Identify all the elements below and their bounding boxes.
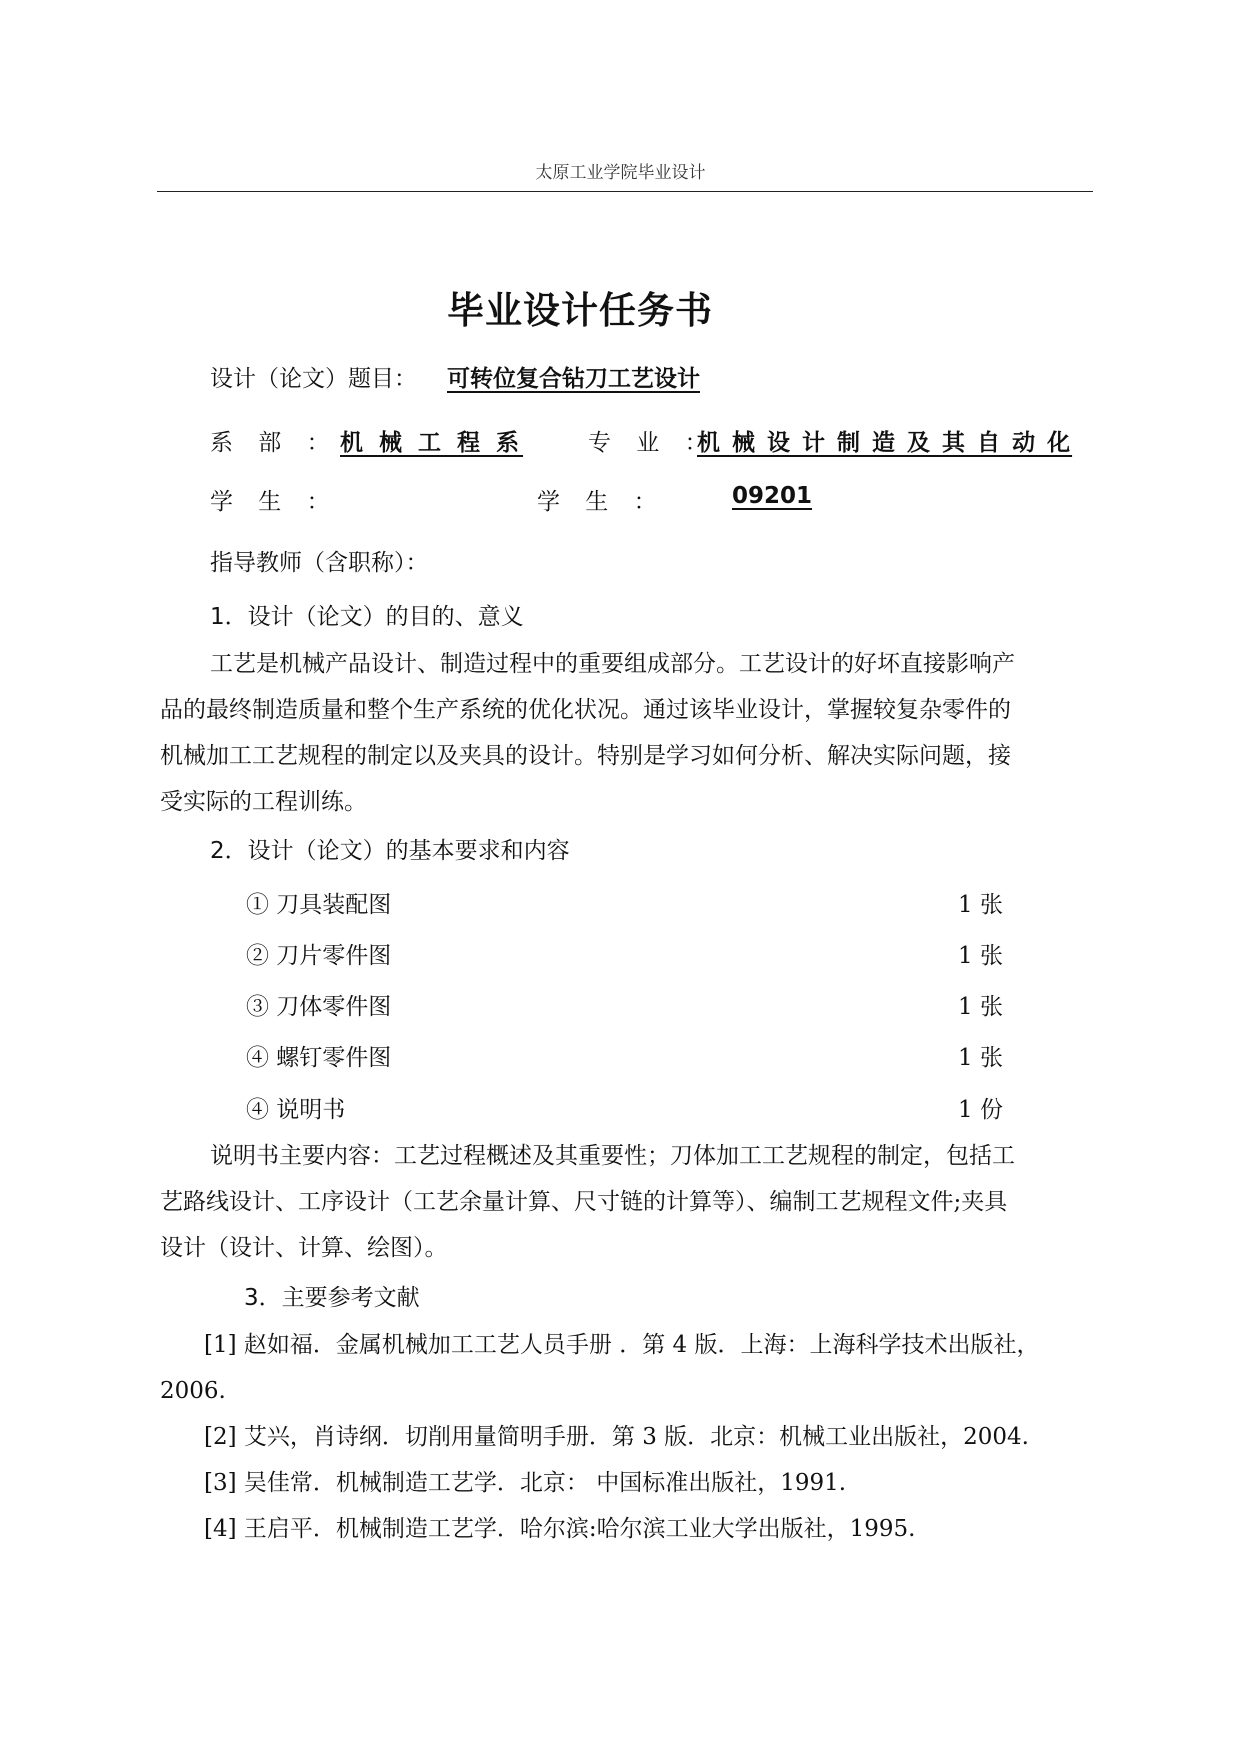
deliverable-item: ② 刀片零件图 xyxy=(246,943,392,969)
section1-heading: 1．设计（论文）的目的、意义 xyxy=(210,604,524,630)
deliverable-item: ④ 说明书 xyxy=(246,1097,346,1123)
deliverable-item: ① 刀具装配图 xyxy=(246,892,392,918)
deliverable-qty: 1 张 xyxy=(958,943,1003,969)
header-rule xyxy=(157,191,1093,192)
dept-value: 机 械 工 程 系 xyxy=(340,430,524,456)
topic-value: 可转位复合钻刀工艺设计 xyxy=(447,366,700,392)
deliverable-qty: 1 份 xyxy=(958,1097,1003,1123)
student-id-label: 学 生 ： xyxy=(537,489,666,515)
student-label: 学 生 ： xyxy=(210,489,339,515)
deliverable-qty: 1 张 xyxy=(958,1045,1003,1071)
major-label: 专 业 ： xyxy=(588,430,717,456)
deliverable-qty: 1 张 xyxy=(958,892,1003,918)
section2-heading: 2．设计（论文）的基本要求和内容 xyxy=(210,838,570,864)
student-id-value: 09201 xyxy=(732,483,813,509)
section2-line: 艺路线设计、工序设计（工艺余量计算、尺寸链的计算等）、编制工艺规程文件;夹具 xyxy=(160,1189,1008,1215)
section2-line: 设计（设计、计算、绘图）。 xyxy=(160,1235,448,1261)
section1-line: 受实际的工程训练。 xyxy=(160,789,367,815)
dept-label: 系 部 ： xyxy=(210,430,339,456)
document-title: 毕业设计任务书 xyxy=(447,288,713,332)
section1-line: 工艺是机械产品设计、制造过程中的重要组成部分。工艺设计的好坏直接影响产 xyxy=(210,651,1015,677)
major-value: 机 械 设 计 制 造 及 其 自 动 化 xyxy=(697,430,1073,456)
section3-heading: 3．主要参考文献 xyxy=(244,1285,420,1311)
section1-line: 品的最终制造质量和整个生产系统的优化状况。通过该毕业设计，掌握较复杂零件的 xyxy=(160,697,1011,723)
advisor-label: 指导教师（含职称）： xyxy=(210,550,429,576)
page-header: 太原工业学院毕业设计 xyxy=(535,163,706,183)
topic-label: 设计（论文）题目： xyxy=(210,366,417,392)
deliverable-item: ④ 螺钉零件图 xyxy=(246,1045,392,1071)
reference-item: [4] 王启平．机械制造工艺学．哈尔滨:哈尔滨工业大学出版社，1995. xyxy=(204,1516,916,1542)
deliverable-item: ③ 刀体零件图 xyxy=(246,994,392,1020)
reference-item: [1] 赵如福．金属机械加工工艺人员手册 ．第 4 版．上海：上海科学技术出版社， xyxy=(204,1332,1040,1358)
reference-item: [3] 吴佳常．机械制造工艺学．北京： 中国标准出版社，1991. xyxy=(204,1470,847,1496)
section2-line: 说明书主要内容：工艺过程概述及其重要性；刀体加工工艺规程的制定，包括工 xyxy=(210,1143,1015,1169)
reference-item: [2] 艾兴，肖诗纲．切削用量简明手册．第 3 版．北京：机械工业出版社，2004. xyxy=(204,1424,1029,1450)
reference-item: 2006. xyxy=(160,1378,226,1404)
section1-line: 机械加工工艺规程的制定以及夹具的设计。特别是学习如何分析、解决实际问题，接 xyxy=(160,743,1011,769)
deliverable-qty: 1 张 xyxy=(958,994,1003,1020)
